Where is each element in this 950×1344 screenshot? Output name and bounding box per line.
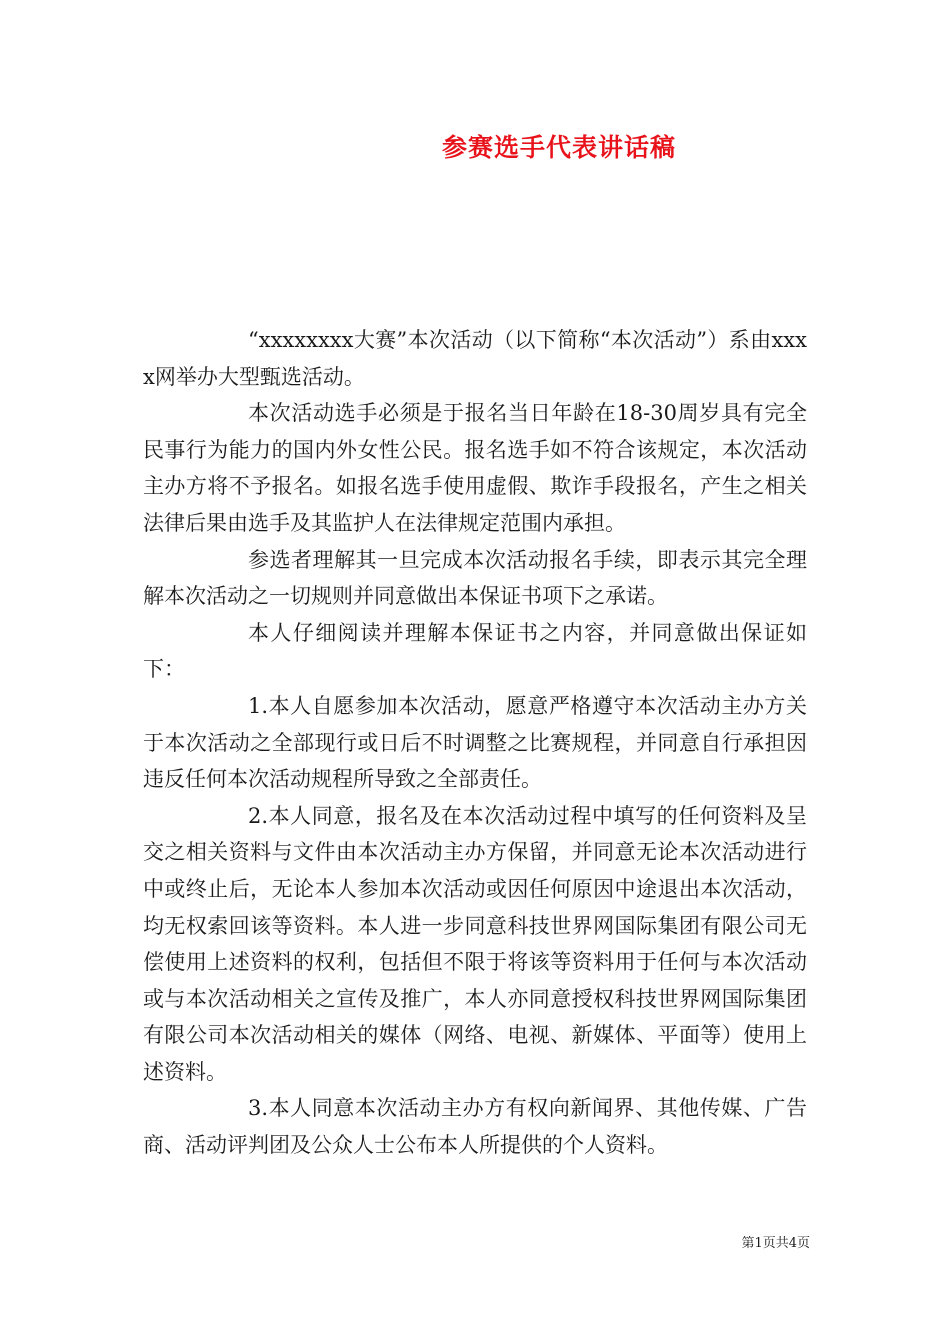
- paragraph-acceptance: 参选者理解其一旦完成本次活动报名手续，即表示其完全理解本次活动之一切规则并同意做出本保证书项下之承诺。: [143, 547, 807, 609]
- document-body: [143, 322, 807, 1164]
- paragraph-item-1: 1.本人自愿参加本次活动，愿意严格遵守本次活动主办方关于本次活动之全部现行或日后不时调整之比赛规程，并同意自行承担因违反任何本次活动规程所导致之全部责任。: [143, 693, 807, 792]
- paragraph-intro: “xxxxxxxx大赛”本次活动（以下简称“本次活动”）系由xxxx网举办大型甄选活动。: [143, 328, 807, 389]
- paragraph-item-3: 3.本人同意本次活动主办方有权向新闻界、其他传媒、广告商、活动评判团及公众人士公布本人所提供的个人资料。: [143, 1096, 807, 1158]
- document-title: 参赛选手代表讲话稿: [441, 133, 676, 162]
- paragraph-eligibility: 本次活动选手必须是于报名当日年龄在18-30周岁具有完全民事行为能力的国内外女性公民。报名选手如不符合该规定，本次活动主办方将不予报名。如报名选手使用虚假、欺诈手段报名，产生之相关法律后果由选手及其监护人在法律规定范围内承担。: [143, 401, 807, 535]
- paragraph-guarantee-intro: 本人仔细阅读并理解本保证书之内容，并同意做出保证如下：: [143, 620, 807, 682]
- paragraph-item-2: 2.本人同意，报名及在本次活动过程中填写的任何资料及呈交之相关资料与文件由本次活动主办方保留，并同意无论本次活动进行中或终止后，无论本人参加本次活动或因任何原因中途退出本次活动，均无权索回该等资料。本人进一步同意科技世界网国际集团有限公司无偿使用上述资料的权利，包括但不限于将该等资料用于任何与本次活动或与本次活动相关之宣传及推广，本人亦同意授权科技世界网国际集团有限公司本次活动相关的媒体（网络、电视、新媒体、平面等）使用上述资料。: [143, 803, 807, 1084]
- page-number-footer: 第1页共4页: [741, 1236, 810, 1251]
